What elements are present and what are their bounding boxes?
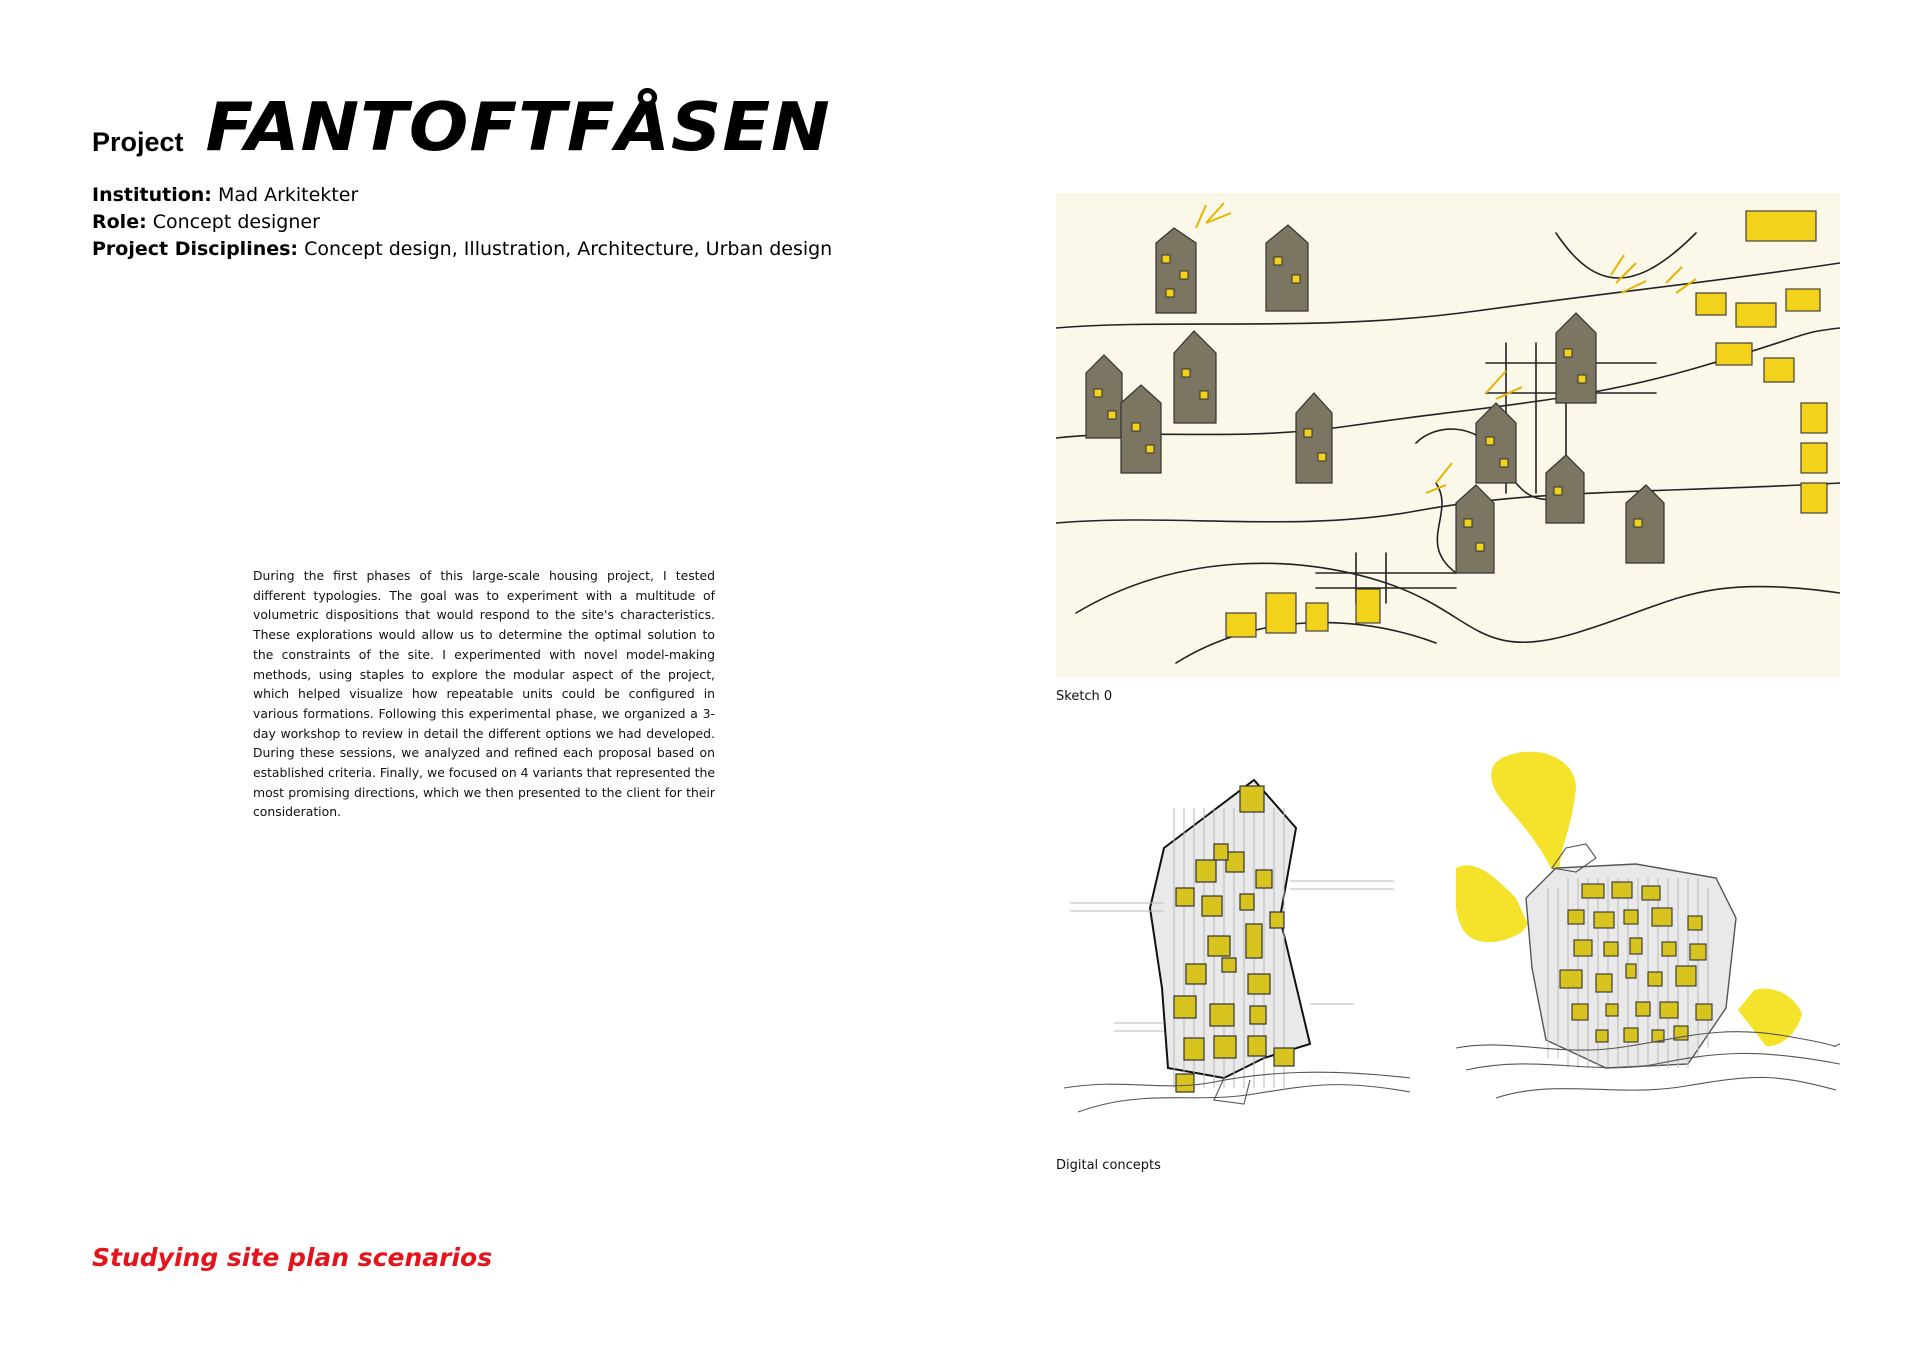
institution-label: Institution: (92, 184, 212, 206)
role-value: Concept designer (152, 211, 320, 233)
sketch-drawing (1056, 193, 1840, 677)
disciplines-label: Project Disciplines: (92, 238, 299, 260)
title-row (92, 88, 832, 166)
disciplines-value: Concept design, Illustration, Architecture, Urban design (304, 238, 833, 260)
digital-concept-left (1064, 748, 1410, 1120)
sketch-caption: Sketch 0 (1056, 689, 1113, 704)
section-title: Studying site plan scenarios (92, 1243, 493, 1272)
project-description: During the first phases of this large-scale housing project, I tested different typologies. The goal was to experiment with a multitude of volumetric dispositions that would respond to the site's characteristics. These explorations would allow us to determine the optimal solution to the constraints of the site. I experimented with novel model-making methods, using staples to explore the modular aspect of the project, which helped visualize how repeatable units could be configured in various formations. Following this experimental phase, we organized a 3-day workshop to review in detail the different options we had developed. During these sessions, we analyzed and refined each proposal based on established criteria. Finally, we focused on 4 variants that represented the most promising directions, which we then presented to the client for their consideration. (253, 568, 716, 820)
institution-line (92, 182, 832, 209)
digital-concept-right-drawing (1456, 748, 1840, 1120)
sketch-illustration (1056, 193, 1840, 677)
digital-concept-left-drawing (1064, 748, 1410, 1120)
digital-caption: Digital concepts (1056, 1158, 1161, 1173)
digital-concept-right (1456, 748, 1840, 1120)
project-label: Project (92, 127, 184, 157)
role-label: Role: (92, 211, 147, 233)
role-line (92, 209, 832, 236)
disciplines-line (92, 236, 832, 263)
project-header (92, 88, 833, 263)
institution-value: Mad Arkitekter (217, 184, 359, 206)
project-meta (92, 182, 832, 263)
project-name: FANTOFTFÅSEN (205, 88, 831, 166)
